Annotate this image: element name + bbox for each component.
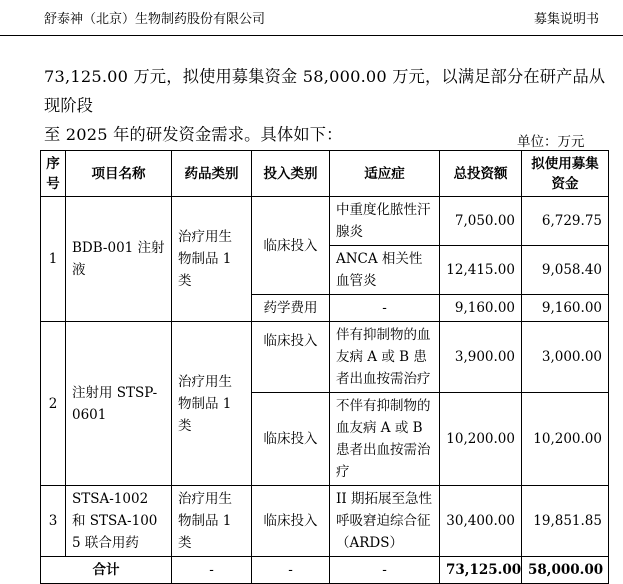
cell-invest-type: 临床投入 [252, 393, 330, 486]
cell-drug-type: 治疗用生物制品 1 类 [172, 322, 252, 486]
document-title: 募集说明书 [533, 12, 599, 27]
header-seq: 序号 [41, 151, 66, 197]
cell-invest-type: 药学费用 [252, 295, 330, 322]
header-raise: 拟使用募集资金 [522, 151, 609, 197]
header-total: 总投资额 [440, 151, 522, 197]
header-drug-type: 药品类别 [172, 151, 252, 197]
cell-drug-type: 治疗用生物制品 1 类 [172, 486, 252, 557]
cell-seq: 2 [41, 322, 66, 486]
cell-indication: 不伴有抑制物的血友病 A 或 B 患者出血按需治疗 [330, 393, 440, 486]
cell-drug-type: - [172, 557, 252, 584]
table-row [41, 486, 609, 557]
cell-raise: 9,160.00 [522, 295, 609, 322]
cell-indication: 伴有抑制物的血友病 A 或 B 患者出血按需治疗 [330, 322, 440, 393]
cell-indication: - [330, 557, 440, 584]
page-header [0, 0, 623, 36]
cell-total: 7,050.00 [440, 197, 522, 246]
table-row [41, 322, 609, 393]
cell-total: 10,200.00 [440, 393, 522, 486]
cell-invest-type: - [252, 557, 330, 584]
cell-indication: 中重度化脓性汗腺炎 [330, 197, 440, 246]
cell-project-name: BDB-001 注射液 [66, 197, 172, 322]
cell-project-name: 注射用 STSP-0601 [66, 322, 172, 486]
fund-usage-table [40, 150, 609, 584]
paragraph-line: 至 2025 年的研发资金需求。具体如下： [44, 125, 343, 144]
cell-seq: 1 [41, 197, 66, 322]
cell-total: 9,160.00 [440, 295, 522, 322]
cell-total: 12,415.00 [440, 246, 522, 295]
header-indication: 适应症 [330, 151, 440, 197]
cell-raise: 9,058.40 [522, 246, 609, 295]
header-invest-type: 投入类别 [252, 151, 330, 197]
cell-drug-type: 治疗用生物制品 1 类 [172, 197, 252, 322]
cell-indication: II 期拓展至急性呼吸窘迫综合征（ARDS） [330, 486, 440, 557]
cell-raise: 58,000.00 [522, 557, 609, 584]
paragraph-line: 73,125.00 万元，拟使用募集资金 58,000.00 万元，以满足部分在研产品从现阶段 [44, 67, 606, 115]
cell-invest-type: 临床投入 [252, 197, 330, 295]
header-project: 项目名称 [66, 151, 172, 197]
cell-raise: 19,851.85 [522, 486, 609, 557]
cell-seq: 3 [41, 486, 66, 557]
table-total-row [41, 557, 609, 584]
company-name: 舒泰神（北京）生物制药股份有限公司 [44, 12, 266, 27]
cell-indication: - [330, 295, 440, 322]
cell-total: 73,125.00 [440, 557, 522, 584]
cell-raise: 10,200.00 [522, 393, 609, 486]
unit-label: 单位：万元 [517, 134, 585, 150]
cell-indication: ANCA 相关性血管炎 [330, 246, 440, 295]
cell-invest-type: 临床投入 [252, 322, 330, 393]
cell-total: 30,400.00 [440, 486, 522, 557]
cell-invest-type: 临床投入 [252, 486, 330, 557]
table-row [41, 197, 609, 246]
cell-raise: 6,729.75 [522, 197, 609, 246]
cell-raise: 3,000.00 [522, 322, 609, 393]
cell-total: 3,900.00 [440, 322, 522, 393]
table-header-row [41, 151, 609, 197]
cell-project-name: STSA-1002 和 STSA-1005 联合用药 [66, 486, 172, 557]
cell-total-label: 合计 [41, 557, 172, 584]
